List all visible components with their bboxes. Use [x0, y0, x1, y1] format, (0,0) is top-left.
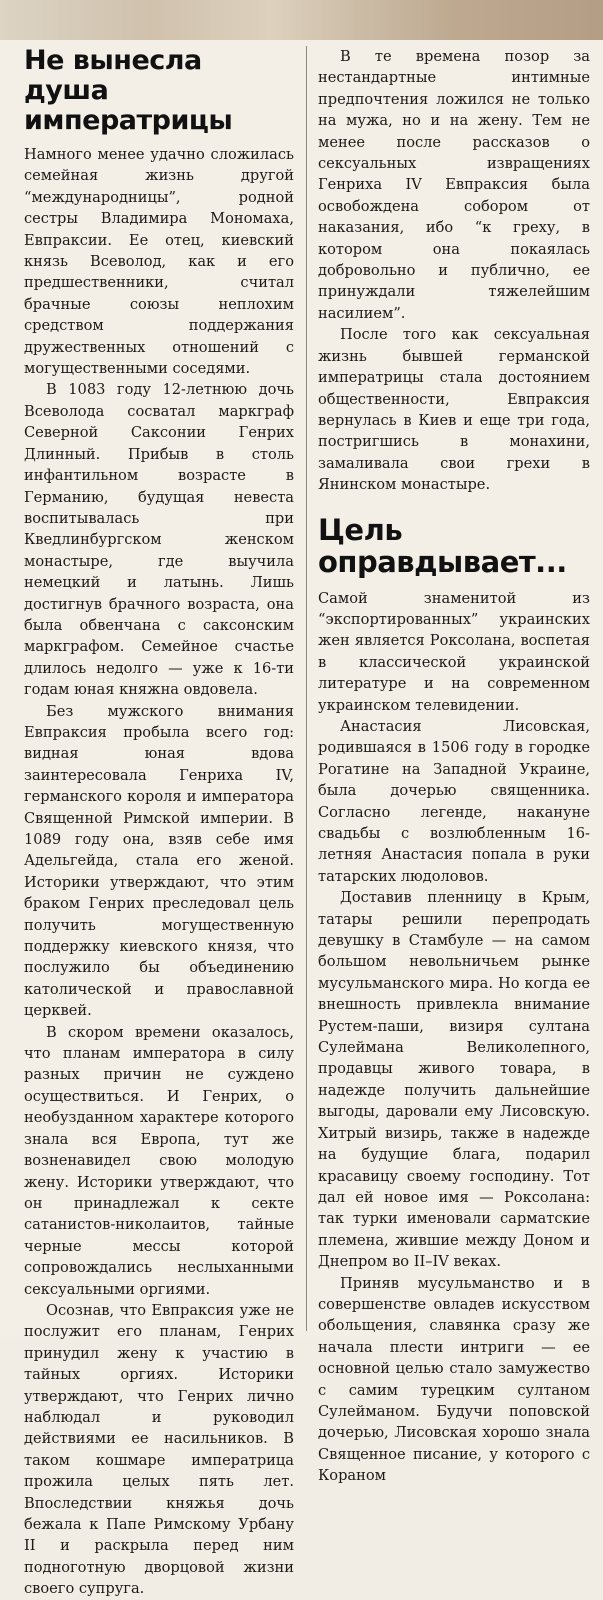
- section-heading-left: Не вынесла душа императрицы: [24, 45, 233, 136]
- torn-paper-edge: [0, 0, 603, 40]
- article-paragraph: Анастасия Лисовская, родившаяся в 1506 году в городке Рогатине на Западной Украине, была дочерью священника. Согласно легенде, накануне свадьбы с возлюбленным 16-летняя Анастасия попала в руки татарских людоловов.: [318, 717, 590, 885]
- article-paragraph: Доставив пленницу в Крым, татары решили перепродать девушку в Стамбуле — на самом большом невольничьем рынке мусульманского мира. Но когда ее внешность привлекла внимание Рустем-паши, визиря султана Сулеймана Великолепного, продавцы живого товара, в надежде получить дальнейшие выгоды, даровали ему Лисовскую. Хитрый визирь, также в надежде на будущие блага, подарил красавицу своему господину. Тот дал ей новое имя — Роксолана: так турки именовали сарматские племена, жившие между Доном и Днепром во II–IV веках.: [318, 889, 590, 1271]
- article-paragraph: В 1083 году 12-летнюю дочь Всеволода сосватал маркграф Северной Саксонии Генрих Длинный. Прибыв в столь инфантильном возрасте в Германию, будущая невеста воспитывалась при Кведлинбургском женском монастыре, где выучила немецкий и латынь. Лишь достигнув брачного возраста, она была обвенчана с саксонским маркграфом. Семейное счастье длилось недолго — уже к 16-ти годам юная княжна овдовела.: [24, 381, 294, 699]
- article-paragraph: Самой знаменитой из “экспортированных” украинских жен является Роксолана, воспетая в классической украинской литературе и на современном украинском телевидении.: [318, 589, 590, 714]
- article-paragraph: В скором времени оказалось, что планам императора в силу разных причин не суждено осуществиться. И Генрих, о необузданном характере которого знала вся Европа, тут же возненавидел свою молодую жену. Историки утверждают, что он принадлежал к секте сатанистов-николаитов, тайные черные мессы которой сопровождались неслыханными сексуальными оргиями.: [24, 1023, 294, 1298]
- section-heading-right: Цель оправдывает...: [318, 512, 567, 579]
- article-paragraph: Осознав, что Евпраксия уже не послужит его планам, Генрих принудил жену к участию в тайных оргиях. Историки утверждают, что Генрих лично наблюдал и руководил действиями ее насильников. В таком кошмаре императрица прожила целых пять лет. Впоследствии княжья дочь бежала к Папе Римскому Урбану II и раскрыла перед ним подноготную дворцовой жизни своего супруга.: [24, 1301, 294, 1598]
- article-paragraph: В те времена позор за нестандартные интимные предпочтения ложился не только на мужа, но и на жену. Тем не менее после рассказов о сексуальных извращениях Генриха IV Евпраксия была освобождена собором от наказания, ибо “к греху, в котором она покаялась добровольно и публично, ее принуждали тяжелейшим насилием”.: [318, 48, 590, 322]
- article-paragraph: Приняв мусульманство и в совершенстве овладев искусством обольщения, славянка сразу же начала плести интриги — ее основной целью стало замужество с самим турецким султаном Сулейманом. Будучи поповской дочерью, Лисовская хорошо знала Священное писание, у которого с Кораном: [318, 1274, 590, 1485]
- article-paragraph: Намного менее удачно сложилась семейная жизнь другой “международницы”, родной сестры Владимира Мономаха, Евпраксии. Ее отец, киевский князь Всеволод, как и его предшественники, считал брачные союзы неплохим средством поддержания дружественных отношений с могущественными соседями.: [24, 146, 294, 378]
- left-column: [24, 46, 294, 1600]
- article-paragraph: После того как сексуальная жизнь бывшей германской императрицы стала достоянием общественности, Евпраксия вернулась в Киев и еще три года, постригшись в монахини, замаливала свои грехи в Янинском монастыре.: [318, 326, 590, 494]
- column-divider: [306, 46, 307, 1331]
- article-paragraph: Без мужского внимания Евпраксия пробыла всего год: видная юная вдова заинтересовала Генриха IV, германского короля и императора Священной Римской империи. В 1089 году она, взяв себе имя Адельгейда, стала его женой. Историки утверждают, что этим браком Генрих преследовал цель получить могущественную поддержку киевского князя, что послужило бы объединению католической и православной церквей.: [24, 702, 294, 1020]
- right-column: [318, 46, 590, 1487]
